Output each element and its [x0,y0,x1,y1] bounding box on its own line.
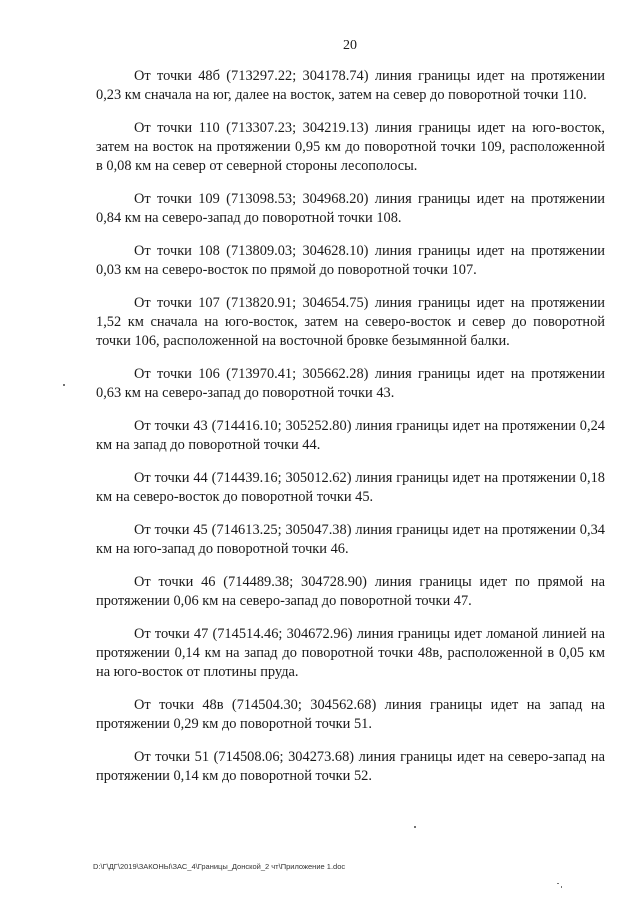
page-number: 20 [343,38,357,53]
boundary-paragraph: От точки 47 (714514.46; 304672.96) линия границы идет ломаной линией на протяжении 0,14 км на запад до поворотной точки 48в, расположенной в 0,05 км на юго-восток от плотины пруда. [96,626,605,680]
boundary-paragraph: От точки 109 (713098.53; 304968.20) линия границы идет на протяжении 0,84 км на северо-запад до поворотной точки 108. [96,191,605,226]
boundary-paragraph: От точки 110 (713307.23; 304219.13) линия границы идет на юго-восток, затем на восток на протяжении 0,95 км до поворотной точки 109, расположенной в 0,08 км на север от северной стороны лесополосы. [96,120,605,174]
boundary-paragraph: От точки 46 (714489.38; 304728.90) линия границы идет по прямой на протяжении 0,06 км на северо-запад до поворотной точки 47. [96,574,605,609]
scan-speck [414,826,416,828]
boundary-paragraph: От точки 48в (714504.30; 304562.68) линия границы идет на запад на протяжении 0,29 км до поворотной точки 51. [96,697,605,732]
boundary-paragraph: От точки 106 (713970.41; 305662.28) линия границы идет на протяжении 0,63 км на северо-запад до поворотной точки 43. [96,366,605,401]
boundary-paragraph: От точки 107 (713820.91; 304654.75) линия границы идет на протяжении 1,52 км сначала на юго-восток, затем на северо-восток и север до поворотной точки 106, расположенной на восточной бровке безымянной балки. [96,295,605,349]
file-path-footer: D:\Г\ДГ\2019\ЗАКОНЫ\ЗАС_4\Границы_Донской_2 чт\Приложение 1.doc [93,862,346,871]
boundary-paragraph: От точки 43 (714416.10; 305252.80) линия границы идет на протяжении 0,24 км на запад до поворотной точки 44. [96,418,605,453]
boundary-paragraph: От точки 45 (714613.25; 305047.38) линия границы идет на протяжении 0,34 км на юго-запад до поворотной точки 46. [96,522,605,557]
boundary-paragraph: От точки 51 (714508.06; 304273.68) линия границы идет на северо-запад на протяжении 0,14 км до поворотной точки 52. [96,749,605,784]
boundary-paragraph: От точки 108 (713809.03; 304628.10) линия границы идет на протяжении 0,03 км на северо-восток по прямой до поворотной точки 107. [96,243,605,278]
boundary-paragraph: От точки 44 (714439.16; 305012.62) линия границы идет на протяжении 0,18 км на северо-восток до поворотной точки 45. [96,470,605,505]
scan-speck [63,384,65,386]
scan-speck [557,883,559,884]
boundary-paragraph: От точки 48б (713297.22; 304178.74) линия границы идет на протяжении 0,23 км сначала на юг, далее на восток, затем на север до поворотной точки 110. [96,68,605,103]
scan-speck [561,886,562,888]
document-body [96,67,605,800]
